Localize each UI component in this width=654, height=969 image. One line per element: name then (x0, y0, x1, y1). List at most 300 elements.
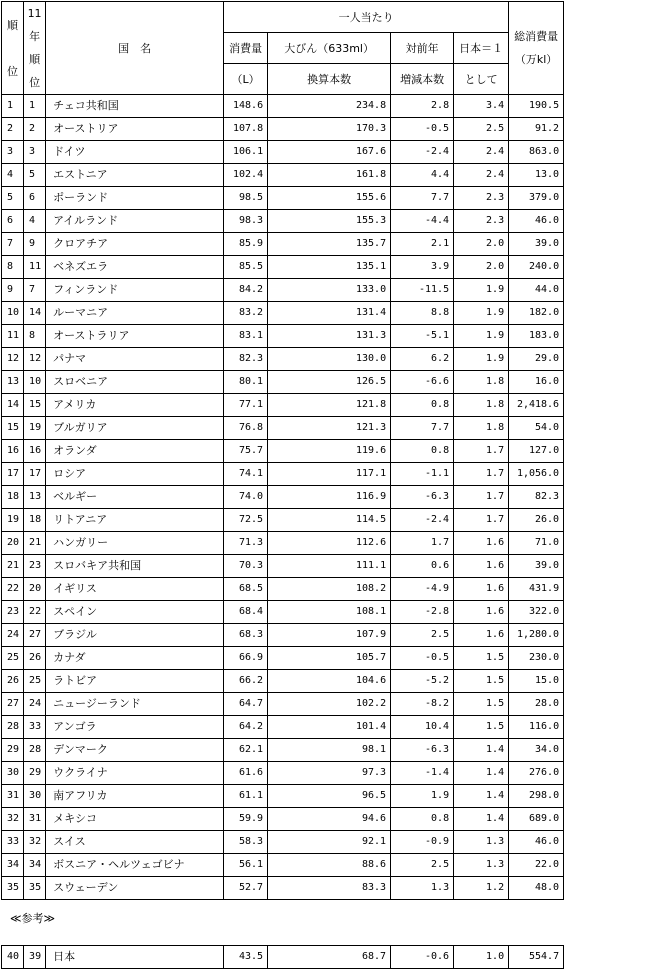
japan-ratio-cell: 1.5 (454, 670, 509, 693)
rank-cell: 26 (2, 670, 24, 693)
japan-ratio-cell: 1.4 (454, 739, 509, 762)
rank-cell: 28 (2, 716, 24, 739)
rank-cell: 29 (2, 739, 24, 762)
bottles-cell: 102.2 (268, 693, 391, 716)
rank-cell: 20 (2, 532, 24, 555)
japan-ratio-cell: 2.3 (454, 210, 509, 233)
prev-rank-cell: 3 (24, 141, 46, 164)
consumption-cell: 148.6 (224, 95, 268, 118)
total-header: 総消費量 （万kl） (509, 2, 564, 95)
table-row (2, 348, 564, 371)
total-cell: 379.0 (509, 187, 564, 210)
table-row (2, 578, 564, 601)
rank-cell: 6 (2, 210, 24, 233)
total-cell: 54.0 (509, 417, 564, 440)
rank-cell: 5 (2, 187, 24, 210)
bottles-cell: 234.8 (268, 95, 391, 118)
bottles-cell: 108.1 (268, 601, 391, 624)
prev-rank-cell: 19 (24, 417, 46, 440)
bottles-cell: 155.3 (268, 210, 391, 233)
change-cell: 2.1 (391, 233, 454, 256)
country-cell: ラトビア (46, 670, 224, 693)
total-cell: 276.0 (509, 762, 564, 785)
prev-rank-cell: 39 (24, 946, 46, 969)
rank-cell: 8 (2, 256, 24, 279)
total-cell: 689.0 (509, 808, 564, 831)
change-cell: 10.4 (391, 716, 454, 739)
table-row (2, 325, 564, 348)
country-cell: フィンランド (46, 279, 224, 302)
prev-rank-cell: 22 (24, 601, 46, 624)
per-capita-header: 一人当たり (224, 2, 509, 33)
country-cell: オーストリア (46, 118, 224, 141)
bottles-cell: 119.6 (268, 440, 391, 463)
change-cell: 2.5 (391, 624, 454, 647)
japan-ratio-cell: 2.0 (454, 256, 509, 279)
change-cell: 2.8 (391, 95, 454, 118)
rank-cell: 40 (2, 946, 24, 969)
bottles-cell: 92.1 (268, 831, 391, 854)
bottles-cell: 116.9 (268, 486, 391, 509)
rank-cell: 22 (2, 578, 24, 601)
consumption-cell: 43.5 (224, 946, 268, 969)
change-cell: -0.9 (391, 831, 454, 854)
japan-ratio-cell: 2.4 (454, 164, 509, 187)
bottles-cell: 130.0 (268, 348, 391, 371)
rank-cell: 25 (2, 647, 24, 670)
japan-ratio-unit: として (454, 64, 509, 95)
country-cell: デンマーク (46, 739, 224, 762)
japan-ratio-cell: 1.4 (454, 808, 509, 831)
change-cell: -6.3 (391, 486, 454, 509)
rank-cell: 3 (2, 141, 24, 164)
total-cell: 48.0 (509, 877, 564, 900)
total-cell: 46.0 (509, 210, 564, 233)
change-cell: -1.1 (391, 463, 454, 486)
consumption-cell: 74.0 (224, 486, 268, 509)
reference-row (2, 946, 564, 969)
consumption-cell: 70.3 (224, 555, 268, 578)
rank-cell: 1 (2, 95, 24, 118)
japan-ratio-cell: 1.6 (454, 624, 509, 647)
prev-rank-cell: 10 (24, 371, 46, 394)
japan-ratio-cell: 1.6 (454, 578, 509, 601)
prev-rank-cell: 18 (24, 509, 46, 532)
total-cell: 39.0 (509, 555, 564, 578)
table-body (2, 95, 564, 900)
rank-cell: 10 (2, 302, 24, 325)
rank-cell: 18 (2, 486, 24, 509)
bottles-cell: 131.3 (268, 325, 391, 348)
change-cell: -5.2 (391, 670, 454, 693)
total-cell: 26.0 (509, 509, 564, 532)
rank-cell: 23 (2, 601, 24, 624)
table-row (2, 417, 564, 440)
bottles-cell: 107.9 (268, 624, 391, 647)
rank-cell: 7 (2, 233, 24, 256)
change-cell: 1.9 (391, 785, 454, 808)
consumption-unit: （L） (224, 64, 268, 95)
japan-ratio-cell: 3.4 (454, 95, 509, 118)
prev-rank-cell: 33 (24, 716, 46, 739)
consumption-cell: 107.8 (224, 118, 268, 141)
prev-rank-cell: 12 (24, 348, 46, 371)
rank-cell: 16 (2, 440, 24, 463)
total-cell: 39.0 (509, 233, 564, 256)
prev-rank-cell: 35 (24, 877, 46, 900)
total-cell: 116.0 (509, 716, 564, 739)
bottles-cell: 155.6 (268, 187, 391, 210)
japan-ratio-cell: 1.6 (454, 555, 509, 578)
bottles-cell: 97.3 (268, 762, 391, 785)
table-row (2, 256, 564, 279)
japan-ratio-cell: 1.8 (454, 417, 509, 440)
japan-ratio-cell: 1.7 (454, 440, 509, 463)
rank-cell: 2 (2, 118, 24, 141)
prev-rank-cell: 28 (24, 739, 46, 762)
japan-ratio-cell: 1.9 (454, 348, 509, 371)
table-row (2, 762, 564, 785)
prev-rank-cell: 13 (24, 486, 46, 509)
change-cell: 7.7 (391, 187, 454, 210)
bottles-cell: 135.7 (268, 233, 391, 256)
table-row (2, 601, 564, 624)
prev-rank-cell: 7 (24, 279, 46, 302)
country-cell: スウェーデン (46, 877, 224, 900)
consumption-header: 消費量 (224, 33, 268, 64)
country-cell: メキシコ (46, 808, 224, 831)
country-cell: ルーマニア (46, 302, 224, 325)
change-cell: -1.4 (391, 762, 454, 785)
total-cell: 46.0 (509, 831, 564, 854)
country-cell: ブルガリア (46, 417, 224, 440)
country-cell: ニュージーランド (46, 693, 224, 716)
japan-ratio-cell: 1.2 (454, 877, 509, 900)
table-row (2, 555, 564, 578)
prev-rank-cell: 31 (24, 808, 46, 831)
total-cell: 44.0 (509, 279, 564, 302)
beer-consumption-table (1, 1, 564, 900)
rank-cell: 15 (2, 417, 24, 440)
table-row (2, 532, 564, 555)
consumption-cell: 80.1 (224, 371, 268, 394)
country-cell: ベネズエラ (46, 256, 224, 279)
change-cell: 0.8 (391, 808, 454, 831)
consumption-cell: 59.9 (224, 808, 268, 831)
change-cell: -6.3 (391, 739, 454, 762)
table-row (2, 739, 564, 762)
prev-rank-cell: 4 (24, 210, 46, 233)
japan-ratio-cell: 1.8 (454, 394, 509, 417)
table-row (2, 486, 564, 509)
table-row (2, 164, 564, 187)
change-cell: -11.5 (391, 279, 454, 302)
prev-rank-cell: 34 (24, 854, 46, 877)
consumption-cell: 62.1 (224, 739, 268, 762)
total-cell: 29.0 (509, 348, 564, 371)
table-row (2, 785, 564, 808)
table-row (2, 95, 564, 118)
japan-ratio-cell: 1.7 (454, 486, 509, 509)
prev-rank-cell: 11 (24, 256, 46, 279)
table-row (2, 693, 564, 716)
country-cell: ベルギー (46, 486, 224, 509)
table-row (2, 463, 564, 486)
consumption-cell: 61.1 (224, 785, 268, 808)
prev-rank-cell: 8 (24, 325, 46, 348)
change-cell: -4.9 (391, 578, 454, 601)
change-cell: -5.1 (391, 325, 454, 348)
bottles-cell: 161.8 (268, 164, 391, 187)
table-row (2, 440, 564, 463)
rank-cell: 27 (2, 693, 24, 716)
table-header (2, 2, 564, 95)
country-cell: スロバキア共和国 (46, 555, 224, 578)
total-cell: 127.0 (509, 440, 564, 463)
consumption-cell: 98.5 (224, 187, 268, 210)
total-cell: 190.5 (509, 95, 564, 118)
country-cell: ポーランド (46, 187, 224, 210)
table-row (2, 118, 564, 141)
consumption-cell: 56.1 (224, 854, 268, 877)
table-row (2, 854, 564, 877)
table-row (2, 210, 564, 233)
table-row (2, 371, 564, 394)
country-cell: ボスニア・ヘルツェゴビナ (46, 854, 224, 877)
consumption-cell: 66.2 (224, 670, 268, 693)
change-cell: -0.5 (391, 647, 454, 670)
rank-cell: 13 (2, 371, 24, 394)
country-cell: 日本 (46, 946, 224, 969)
consumption-cell: 75.7 (224, 440, 268, 463)
prev-rank-cell: 2 (24, 118, 46, 141)
total-cell: 1,280.0 (509, 624, 564, 647)
consumption-cell: 76.8 (224, 417, 268, 440)
total-cell: 82.3 (509, 486, 564, 509)
change-cell: -2.4 (391, 141, 454, 164)
consumption-cell: 71.3 (224, 532, 268, 555)
japan-ratio-cell: 1.3 (454, 854, 509, 877)
bottles-cell: 131.4 (268, 302, 391, 325)
bottles-cell: 170.3 (268, 118, 391, 141)
prev-rank-cell: 17 (24, 463, 46, 486)
consumption-cell: 106.1 (224, 141, 268, 164)
rank-cell: 4 (2, 164, 24, 187)
country-cell: リトアニア (46, 509, 224, 532)
prev-rank-cell: 30 (24, 785, 46, 808)
country-header: 国 名 (46, 2, 224, 95)
consumption-cell: 77.1 (224, 394, 268, 417)
bottle-header: 大びん（633ml） (268, 33, 391, 64)
total-cell: 182.0 (509, 302, 564, 325)
table-row (2, 302, 564, 325)
japan-ratio-cell: 2.0 (454, 233, 509, 256)
japan-ratio-cell: 1.9 (454, 279, 509, 302)
rank-cell: 30 (2, 762, 24, 785)
change-cell: -0.5 (391, 118, 454, 141)
prev-rank-header: 11 年 順 位 (24, 2, 46, 95)
rank-header: 順 位 (2, 2, 24, 95)
country-cell: ウクライナ (46, 762, 224, 785)
change-cell: 6.2 (391, 348, 454, 371)
rank-cell: 11 (2, 325, 24, 348)
rank-cell: 12 (2, 348, 24, 371)
bottles-cell: 121.3 (268, 417, 391, 440)
table-row (2, 279, 564, 302)
consumption-cell: 102.4 (224, 164, 268, 187)
rank-cell: 34 (2, 854, 24, 877)
bottles-cell: 98.1 (268, 739, 391, 762)
table-row (2, 187, 564, 210)
bottles-cell: 121.8 (268, 394, 391, 417)
table-row (2, 647, 564, 670)
bottles-cell: 108.2 (268, 578, 391, 601)
country-cell: パナマ (46, 348, 224, 371)
country-cell: オーストラリア (46, 325, 224, 348)
total-cell: 16.0 (509, 371, 564, 394)
bottle-unit: 換算本数 (268, 64, 391, 95)
japan-ratio-cell: 2.5 (454, 118, 509, 141)
total-cell: 183.0 (509, 325, 564, 348)
rank-cell: 24 (2, 624, 24, 647)
japan-ratio-cell: 1.3 (454, 831, 509, 854)
japan-ratio-cell: 1.5 (454, 716, 509, 739)
change-cell: 2.5 (391, 854, 454, 877)
consumption-cell: 68.5 (224, 578, 268, 601)
table-row (2, 831, 564, 854)
country-cell: ロシア (46, 463, 224, 486)
rank-cell: 35 (2, 877, 24, 900)
prev-rank-cell: 15 (24, 394, 46, 417)
rank-cell: 32 (2, 808, 24, 831)
japan-ratio-cell: 1.0 (454, 946, 509, 969)
bottles-cell: 114.5 (268, 509, 391, 532)
change-cell: 0.6 (391, 555, 454, 578)
total-cell: 863.0 (509, 141, 564, 164)
consumption-cell: 82.3 (224, 348, 268, 371)
country-cell: ブラジル (46, 624, 224, 647)
bottles-cell: 126.5 (268, 371, 391, 394)
yoy-header: 対前年 (391, 33, 454, 64)
bottles-cell: 101.4 (268, 716, 391, 739)
change-cell: -2.8 (391, 601, 454, 624)
bottles-cell: 105.7 (268, 647, 391, 670)
total-cell: 322.0 (509, 601, 564, 624)
consumption-cell: 72.5 (224, 509, 268, 532)
consumption-cell: 85.9 (224, 233, 268, 256)
rank-cell: 31 (2, 785, 24, 808)
yoy-unit: 増減本数 (391, 64, 454, 95)
japan-ratio-cell: 1.7 (454, 509, 509, 532)
prev-rank-cell: 21 (24, 532, 46, 555)
consumption-cell: 61.6 (224, 762, 268, 785)
rank-cell: 19 (2, 509, 24, 532)
prev-rank-cell: 6 (24, 187, 46, 210)
country-cell: アイルランド (46, 210, 224, 233)
total-cell: 431.9 (509, 578, 564, 601)
prev-rank-cell: 27 (24, 624, 46, 647)
table-row (2, 808, 564, 831)
change-cell: 3.9 (391, 256, 454, 279)
change-cell: 1.3 (391, 877, 454, 900)
consumption-cell: 52.7 (224, 877, 268, 900)
country-cell: イギリス (46, 578, 224, 601)
total-cell: 15.0 (509, 670, 564, 693)
table-row (2, 509, 564, 532)
bottles-cell: 133.0 (268, 279, 391, 302)
country-cell: ハンガリー (46, 532, 224, 555)
bottles-cell: 167.6 (268, 141, 391, 164)
table-row (2, 141, 564, 164)
japan-ratio-cell: 1.6 (454, 532, 509, 555)
bottles-cell: 83.3 (268, 877, 391, 900)
consumption-cell: 74.1 (224, 463, 268, 486)
japan-ratio-cell: 1.8 (454, 371, 509, 394)
japan-ratio-cell: 1.7 (454, 463, 509, 486)
prev-rank-cell: 24 (24, 693, 46, 716)
total-cell: 28.0 (509, 693, 564, 716)
consumption-cell: 68.3 (224, 624, 268, 647)
change-cell: 7.7 (391, 417, 454, 440)
bottles-cell: 68.7 (268, 946, 391, 969)
japan-ratio-header: 日本＝１ (454, 33, 509, 64)
rank-cell: 17 (2, 463, 24, 486)
total-cell: 240.0 (509, 256, 564, 279)
country-cell: スロベニア (46, 371, 224, 394)
rank-cell: 14 (2, 394, 24, 417)
change-cell: -8.2 (391, 693, 454, 716)
japan-ratio-cell: 1.5 (454, 647, 509, 670)
consumption-cell: 64.2 (224, 716, 268, 739)
total-cell: 34.0 (509, 739, 564, 762)
reference-label: ≪参考≫ (10, 912, 56, 925)
total-cell: 22.0 (509, 854, 564, 877)
country-cell: スペイン (46, 601, 224, 624)
table-row (2, 877, 564, 900)
total-cell: 91.2 (509, 118, 564, 141)
table-row (2, 716, 564, 739)
change-cell: 1.7 (391, 532, 454, 555)
consumption-cell: 84.2 (224, 279, 268, 302)
prev-rank-cell: 20 (24, 578, 46, 601)
total-cell: 230.0 (509, 647, 564, 670)
prev-rank-cell: 5 (24, 164, 46, 187)
consumption-cell: 58.3 (224, 831, 268, 854)
reference-table (1, 945, 564, 969)
change-cell: -2.4 (391, 509, 454, 532)
prev-rank-cell: 16 (24, 440, 46, 463)
country-cell: エストニア (46, 164, 224, 187)
consumption-cell: 66.9 (224, 647, 268, 670)
rank-cell: 33 (2, 831, 24, 854)
change-cell: 0.8 (391, 440, 454, 463)
country-cell: 南アフリカ (46, 785, 224, 808)
japan-ratio-cell: 1.6 (454, 601, 509, 624)
consumption-cell: 68.4 (224, 601, 268, 624)
country-cell: カナダ (46, 647, 224, 670)
change-cell: 8.8 (391, 302, 454, 325)
change-cell: 0.8 (391, 394, 454, 417)
table-row (2, 624, 564, 647)
rank-cell: 21 (2, 555, 24, 578)
japan-ratio-cell: 1.4 (454, 785, 509, 808)
rank-cell: 9 (2, 279, 24, 302)
bottles-cell: 104.6 (268, 670, 391, 693)
total-cell: 1,056.0 (509, 463, 564, 486)
bottles-cell: 117.1 (268, 463, 391, 486)
bottles-cell: 112.6 (268, 532, 391, 555)
japan-ratio-cell: 2.3 (454, 187, 509, 210)
